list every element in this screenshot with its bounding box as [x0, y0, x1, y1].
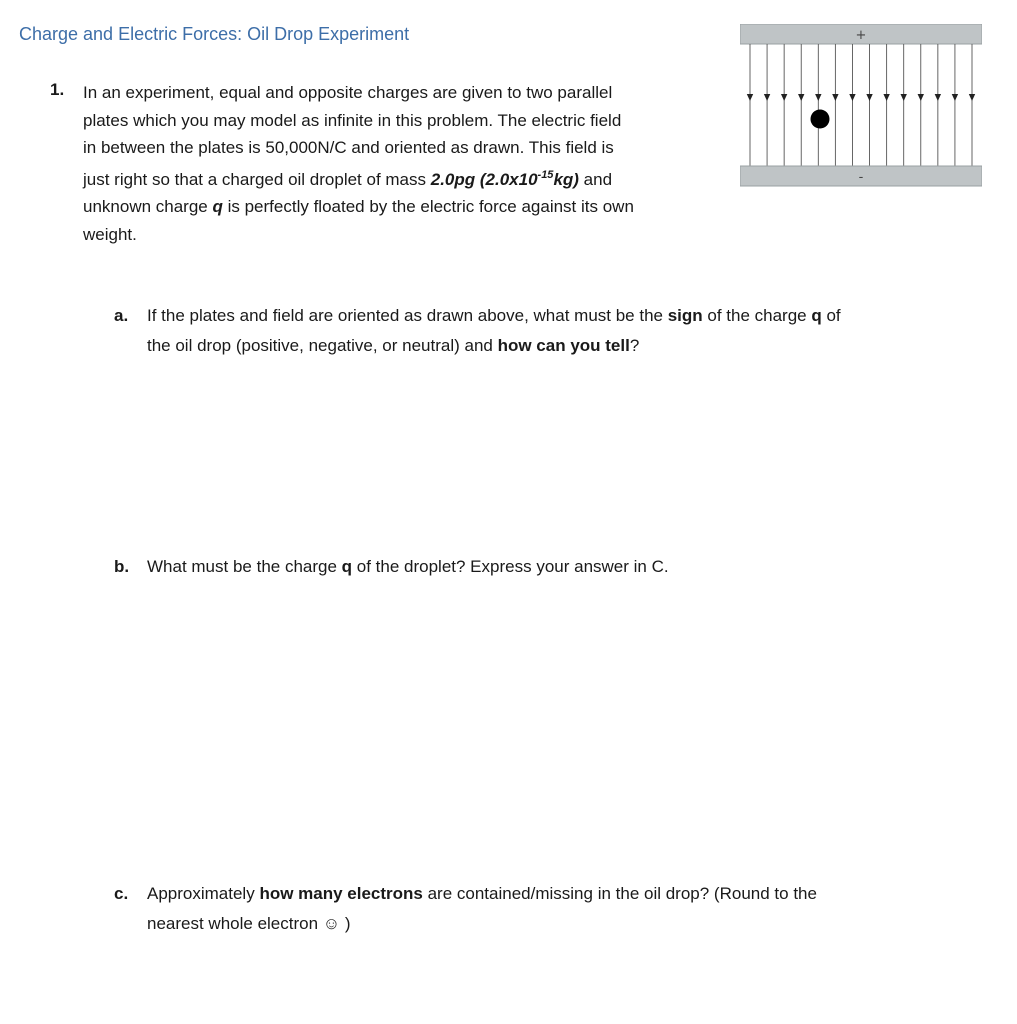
field-arrow-icon	[747, 94, 753, 101]
sub-question-b	[147, 552, 669, 582]
sub-a-text-4: the oil drop (positive, negative, or neutral) and	[147, 336, 498, 355]
sub-b-q-bold: q	[341, 557, 353, 576]
top-plate-label: +	[855, 28, 867, 43]
sub-a-sign-bold: sign	[667, 306, 703, 325]
field-lines	[747, 44, 975, 166]
sub-b-text: What must be the charge	[147, 557, 342, 576]
question-line-5-start: unknown charge	[83, 197, 213, 216]
field-arrow-icon	[969, 94, 975, 101]
sub-a-q-bold: q	[811, 306, 822, 325]
field-arrow-icon	[764, 94, 770, 101]
sub-question-c-line-2: nearest whole electron ☺ )	[147, 914, 351, 933]
sub-c-electrons-bold: how many electrons	[259, 884, 423, 903]
field-arrow-icon	[883, 94, 889, 101]
question-line-2: plates which you may model as infinite in this problem. The electric field	[83, 110, 622, 130]
field-arrow-icon	[832, 94, 838, 101]
sub-a-text: If the plates and field are oriented as drawn above, what must be the	[147, 306, 668, 325]
sub-c-text-2: are contained/missing in the oil drop? (Round to the	[422, 884, 817, 903]
sub-question-c	[147, 879, 817, 939]
field-arrow-icon	[900, 94, 906, 101]
sub-question-c-line-1	[147, 879, 817, 909]
bottom-plate-label: -	[858, 170, 864, 185]
sub-c-text: Approximately	[147, 884, 260, 903]
question-line-4-start: just right so that a charged oil droplet of mass	[83, 169, 431, 189]
field-arrow-icon	[866, 94, 872, 101]
question-number: 1.	[50, 80, 65, 99]
field-arrow-icon	[781, 94, 787, 101]
mass-value: 2.0pg (2.0x10	[430, 169, 538, 189]
sub-b-text-2: of the droplet? Express your answer in C.	[352, 557, 669, 576]
sub-a-text-2: of the charge	[702, 306, 812, 325]
question-line-4	[83, 162, 728, 194]
question-line-3: in between the plates is 50,000N/C and oriented as drawn. This field is	[83, 138, 614, 157]
question-line-6: weight.	[83, 224, 137, 244]
charge-symbol: q	[212, 197, 223, 216]
sub-question-b-letter: b.	[114, 557, 130, 576]
mass-unit: kg)	[553, 169, 579, 189]
sub-question-a-letter: a.	[114, 306, 129, 325]
page-title: Charge and Electric Forces: Oil Drop Experiment	[19, 24, 410, 44]
field-arrow-icon	[952, 94, 958, 101]
sub-question-c-letter: c.	[114, 884, 129, 903]
sub-question-a-line-1	[147, 301, 841, 331]
question-line-5	[83, 193, 728, 221]
question-line-4-end: and	[578, 169, 613, 189]
sub-a-how-bold: how can you tell	[497, 336, 630, 355]
question-line-5-end: is perfectly floated by the electric force against its own	[222, 197, 634, 216]
parallel-plates-diagram	[740, 24, 982, 188]
field-arrow-icon	[849, 94, 855, 101]
field-arrow-icon	[918, 94, 924, 101]
field-arrow-icon	[935, 94, 941, 101]
sub-question-a	[147, 301, 841, 361]
oil-droplet	[811, 110, 830, 129]
sub-a-text-5: ?	[629, 336, 640, 355]
question-line-1: In an experiment, equal and opposite charges are given to two parallel	[83, 83, 613, 102]
sub-question-a-line-2	[147, 331, 841, 361]
mass-exponent: -15	[537, 168, 554, 181]
field-arrow-icon	[798, 94, 804, 101]
sub-a-text-3: of	[821, 306, 841, 325]
sub-question-b-line-1	[147, 552, 669, 582]
field-arrow-icon	[815, 94, 821, 101]
question-text	[83, 79, 728, 248]
